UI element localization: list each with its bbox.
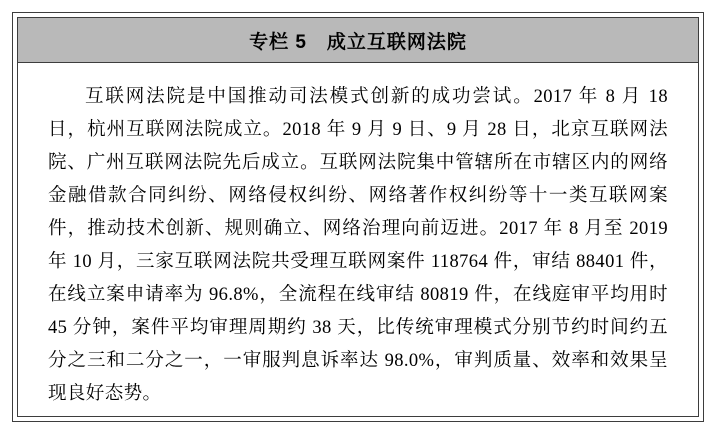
feature-box [12,12,704,422]
feature-box-title: 专栏 5 成立互联网法院 [249,31,467,53]
body-paragraph: 互联网法院是中国推动司法模式创新的成功尝试。2017 年 8 月 18 日，杭州互联网法院成立。2018 年 9 月 9 日、9 月 28 日，北京互联网法院、广州互联网法院先后成立。互联网法院集中管辖所在市辖区内的网络金融借款合同纠纷、网络侵权纠纷、网络著作权纠纷等十一类互联网案件，推动技术创新、规则确立、网络治理向前迈进。2017 年 8 月至 2019 年 10 月，三家互联网法院共受理互联网案件 118764 件，审结 88401 件，在线立案申请率为 96.8%，全流程在线审结 80819 件，在线庭审平均用时 45 分钟，案件平均审理周期约 38 天，比传统审理模式分别节约时间约五分之三和二分之一，一审服判息诉率达 98.0%，审判质量、效率和效果呈现良好态势。 [48,87,668,404]
feature-box-body [18,63,698,416]
feature-box-title-bar [18,18,698,63]
feature-box-inner-border [17,17,699,417]
